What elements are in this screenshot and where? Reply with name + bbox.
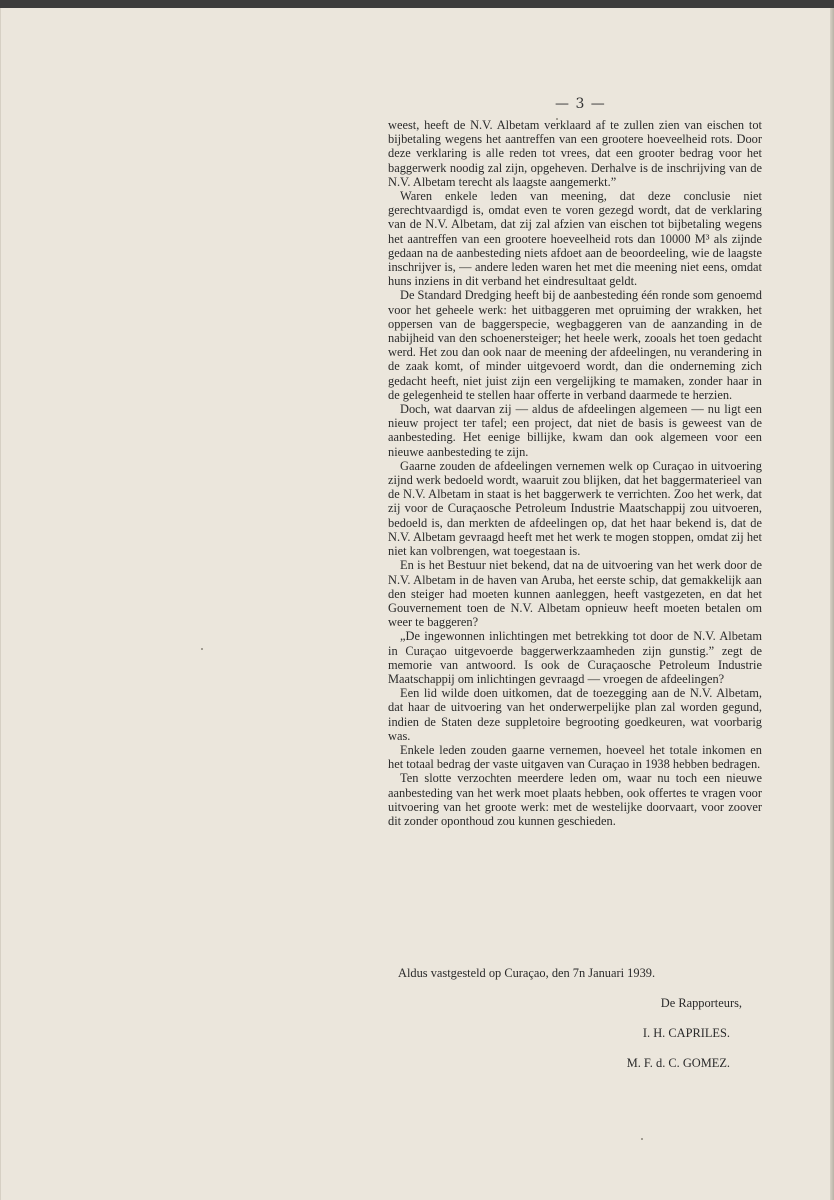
paragraph: Enkele leden zouden gaarne vernemen, hoeveel het totale inkomen en het totaal bedrag der vaste uitgaven van Curaçao in 1938 hebben bedragen. [388,742,762,772]
paragraph: weest, heeft de N.V. Albetam verklaard af te zullen zien van eischen tot bijbetaling wegens het aantreffen van een grootere hoeveelheid rots. Door deze verklaring is alle reden tot vrees, dat een grooter bedrag voor het baggerwerk noodig zal zijn, opgeheven. Derhalve is de inschrijving van de N.V. Albetam terecht als laagste aangemerkt.” [388,118,762,189]
paragraph: Een lid wilde doen uitkomen, dat de toezegging aan de N.V. Albetam, dat haar de uitvoering van het onderwerpelijke plan zal worden gegund, indien de Staten deze suppletoire begrooting goedkeuren, wat voorbarig was. [388,686,762,743]
paragraph: Doch, wat daarvan zij — aldus de afdeelingen algemeen — nu ligt een nieuw project ter tafel; een project, dat niet de basis is geweest van de aanbesteding. Het eenige billijke, kwam dan ook algemeen voor een nieuwe aanbesteding te zijn. [388,402,762,459]
page-edge [830,8,834,1200]
signatory-capriles: I. H. CAPRILES. [642,1026,730,1040]
paragraph: En is het Bestuur niet bekend, dat na de uitvoering van het werk door de N.V. Albetam in de haven van Aruba, het eerste schip, dat gemakkelijk aan den steiger had moeten kunnen aanleggen, heeft vastgezeten, en dat het Gouvernement toen de N.V. Albetam opnieuw heeft moeten betalen om weer te baggeren? [388,558,762,630]
body-text [388,118,762,828]
paragraph: Gaarne zouden de afdeelingen vernemen welk op Curaçao in uitvoering zijnd werk bedoeld wordt, waaruit zou blijken, dat het baggermaterieel van de N.V. Albetam in staat is het baggerwerk te verrichten. Zoo het werk, dat zij voor de Curaçaosche Petroleum Industrie Maatschappij zou uitvoeren, bedoeld is, dan merkten de afdeelingen op, dat het haar bekend is, dat de N.V. Albetam gevraagd heeft met het werk te mogen stoppen, omdat zij het niet kan volbrengen, wat toegestaan is. [388,458,762,559]
paper-speck [641,1138,643,1140]
closing-line: Aldus vastgesteld op Curaçao, den 7n Januari 1939. [398,966,656,980]
rapporteurs-label: De Rapporteurs, [660,996,742,1010]
paragraph: „De ingewonnen inlichtingen met betrekking tot door de N.V. Albetam in Curaçao uitgevoerde baggerwerkzaamheden zijn gunstig.” zegt de memorie van antwoord. Is ook de Curaçaosche Petroleum Industrie Maatschappij om inlichtingen gevraagd — vroegen de afdeelingen? [388,629,762,686]
paper-speck [201,648,203,650]
paragraph: Ten slotte verzochten meerdere leden om, waar nu toch een nieuwe aanbesteding van het werk moet plaats hebben, ook offertes te vragen voor uitvoering van het groote werk: met de westelijke doorvaart, voor zoover dit zonder oponthoud zou kunnen geschieden. [388,771,762,828]
signatory-gomez: M. F. d. C. GOMEZ. [626,1056,730,1070]
page-number: — 3 — [555,96,606,112]
paragraph: De Standard Dredging heeft bij de aanbesteding één ronde som genoemd voor het geheele werk: het uitbaggeren met opruiming der wrakken, het oppersen van de baggerspecie, wegbaggeren van de aanzanding in de nabijheid van den schoenersteiger; het heele werk, zooals het toen gedacht werd. Het zou dan ook naar de meening der afdeelingen, nu verandering in de zaak komt, of minder uitgevoerd wordt, dan die onderneming zich gedacht heeft, niet juist zijn een vergelijking te mamaken, zonder haar in de gelegenheid te stellen haar offerte in verband daarmede te herzien. [388,288,762,402]
paragraph: Waren enkele leden van meening, dat deze conclusie niet gerechtvaardigd is, omdat even te voren gezegd wordt, dat de verklaring van de N.V. Albetam, dat zij zal afzien van eischen tot bijbetaling wegens het aantreffen van een grootere hoeveelheid rots dan 10000 M³ als zijnde gedaan na de aanbesteding niets afdoet aan de beoordeeling, wie de laagste inschrijver is, — andere leden waren het met die meening niet eens, omdat huns inziens in dit verband het eindresultaat geldt. [388,189,762,289]
